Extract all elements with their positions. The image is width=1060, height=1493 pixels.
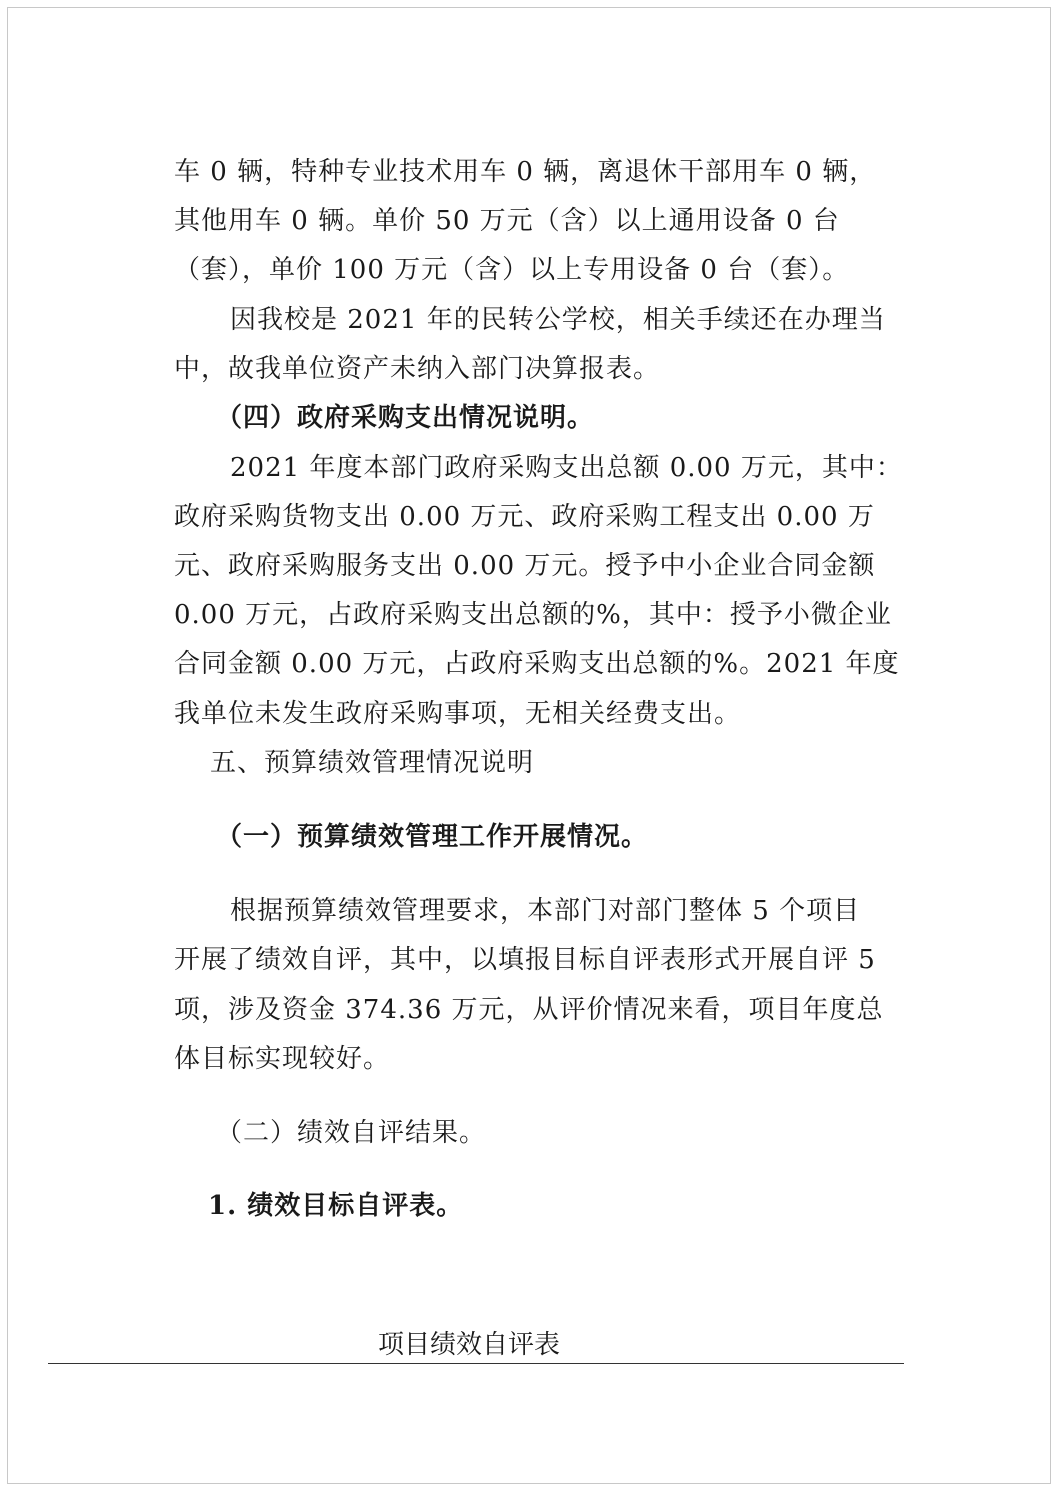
section-heading-procurement: （四）政府采购支出情况说明。	[216, 403, 595, 433]
table-title: 项目绩效自评表	[378, 1330, 561, 1360]
section-heading-budget-performance: 五、预算绩效管理情况说明	[210, 748, 535, 778]
subsection-heading-results: （二）绩效自评结果。	[216, 1118, 487, 1148]
paragraph-line: （套），单价 100 万元（含）以上专用设备 0 台（套）。	[174, 255, 850, 285]
paragraph-line: 政府采购货物支出 0.00 万元、政府采购工程支出 0.00 万	[174, 502, 875, 532]
paragraph-line: 我单位未发生政府采购事项，无相关经费支出。	[174, 699, 742, 729]
paragraph-line: 0.00 万元，占政府采购支出总额的%，其中：授予小微企业	[174, 600, 892, 630]
paragraph-line: 体目标实现较好。	[174, 1044, 391, 1074]
paragraph-line: 车 0 辆，特种专业技术用车 0 辆，离退休干部用车 0 辆，	[174, 157, 877, 187]
paragraph-line: 项，涉及资金 374.36 万元，从评价情况来看，项目年度总	[174, 995, 884, 1025]
table-top-rule	[48, 1363, 904, 1364]
paragraph-line: 合同金额 0.00 万元，占政府采购支出总额的%。2021 年度	[174, 649, 900, 679]
paragraph-line: 中，故我单位资产未纳入部门决算报表。	[174, 354, 661, 384]
subsection-heading-work: （一）预算绩效管理工作开展情况。	[216, 822, 649, 852]
paragraph-line: 开展了绩效自评，其中，以填报目标自评表形式开展自评 5	[174, 945, 876, 975]
document-page	[7, 7, 1051, 1484]
paragraph-line: 其他用车 0 辆。单价 50 万元（含）以上通用设备 0 台	[174, 206, 840, 236]
paragraph-line: 元、政府采购服务支出 0.00 万元。授予中小企业合同金额	[174, 551, 876, 581]
paragraph-line: 2021 年度本部门政府采购支出总额 0.00 万元，其中：	[230, 453, 903, 483]
paragraph-line: 因我校是 2021 年的民转公学校，相关手续还在办理当	[230, 305, 886, 335]
item-heading-target-table: 1. 绩效目标自评表。	[208, 1191, 464, 1221]
paragraph-line: 根据预算绩效管理要求，本部门对部门整体 5 个项目	[230, 896, 861, 926]
